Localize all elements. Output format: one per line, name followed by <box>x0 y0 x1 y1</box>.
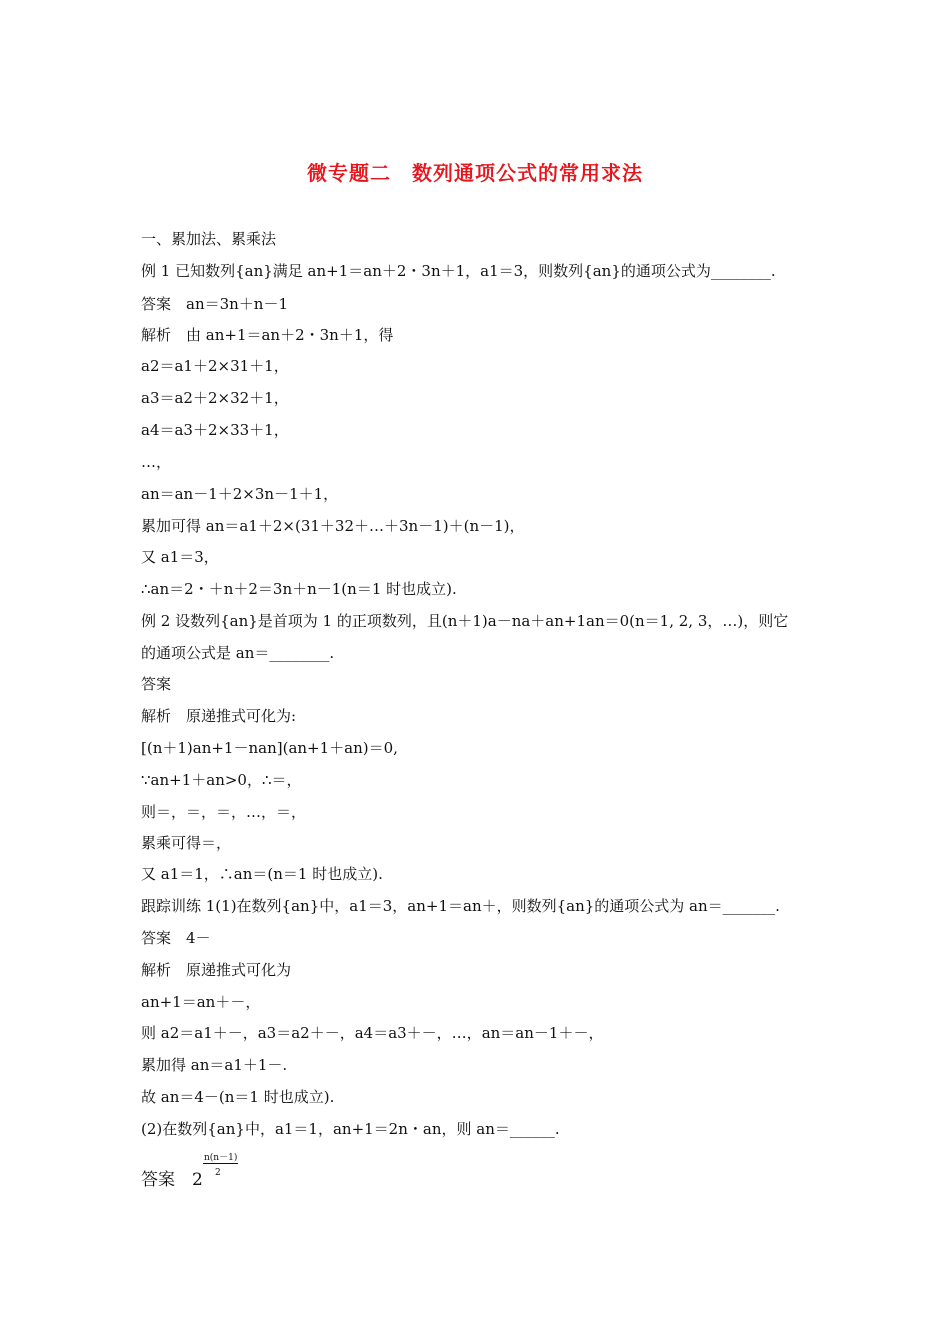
derivation-line: a2＝a1＋2×31＋1， <box>141 357 289 375</box>
derivation-line: 则＝，＝，＝，…，＝， <box>141 803 307 821</box>
derivation-line: 累加得 an＝a1＋1－. <box>141 1056 288 1074</box>
derivation-line: [(n＋1)an+1－nan](an+1＋an)＝0, <box>141 739 398 757</box>
derivation-line: a3＝a2＋2×32＋1， <box>141 389 289 407</box>
derivation-conclusion: 又 a1＝1，∴an＝(n＝1 时也成立). <box>141 865 383 883</box>
derivation-line: an+1＝an＋－， <box>141 993 261 1011</box>
practice-1-answer: 答案 4－ <box>141 929 211 947</box>
example-1-answer: 答案 an＝3n＋n－1 <box>141 295 289 313</box>
derivation-line: a4＝a3＋2×33＋1， <box>141 421 289 439</box>
page-title: 微专题二 数列通项公式的常用求法 <box>307 161 643 185</box>
example-2-analysis: 解析 原递推式可化为: <box>141 707 297 725</box>
derivation-line: ∵an+1＋an>0，∴＝， <box>141 771 302 789</box>
exponent-numerator: n(n－1) <box>204 1153 238 1163</box>
derivation-line: 又 a1＝3， <box>141 548 219 566</box>
derivation-line: 累乘可得＝， <box>141 834 232 852</box>
practice-1-question: 跟踪训练 1(1)在数列{an}中，a1＝3，an+1＝an＋，则数列{an}的通项公式为 an＝_______. <box>141 897 780 915</box>
example-2-question-cont: 的通项公式是 an＝________. <box>141 644 335 662</box>
example-2-question: 例 2 设数列{an}是首项为 1 的正项数列，且(n＋1)a－na＋an+1an＝0(n＝1, 2, 3，…)，则它 <box>141 612 789 630</box>
derivation-line: an＝an－1＋2×3n－1＋1， <box>141 485 339 503</box>
example-2-answer: 答案 <box>141 675 172 693</box>
derivation-line: 则 a2＝a1＋－，a3＝a2＋－，a4＝a3＋－，…，an＝an－1＋－， <box>141 1024 604 1042</box>
derivation-conclusion: 故 an＝4－(n＝1 时也成立). <box>141 1088 335 1106</box>
derivation-line: …， <box>141 453 172 471</box>
practice-2-answer: 答案 2 <box>141 1170 203 1190</box>
derivation-line: 累加可得 an＝a1＋2×(31＋32＋…＋3n－1)＋(n－1)， <box>141 517 525 535</box>
practice-1-analysis: 解析 原递推式可化为 <box>141 961 292 979</box>
exponent-denominator: 2 <box>215 1168 221 1178</box>
derivation-conclusion: ∴an＝2・＋n＋2＝3n＋n－1(n＝1 时也成立). <box>141 580 457 598</box>
example-1-question: 例 1 已知数列{an}满足 an+1＝an＋2・3n＋1，a1＝3，则数列{an}的通项公式为________. <box>141 262 776 280</box>
example-1-analysis: 解析 由 an+1＝an＋2・3n＋1，得 <box>141 326 394 344</box>
section-heading: 一、累加法、累乘法 <box>141 230 277 248</box>
practice-2-question: (2)在数列{an}中，a1＝1，an+1＝2n・an，则 an＝______. <box>141 1120 560 1138</box>
